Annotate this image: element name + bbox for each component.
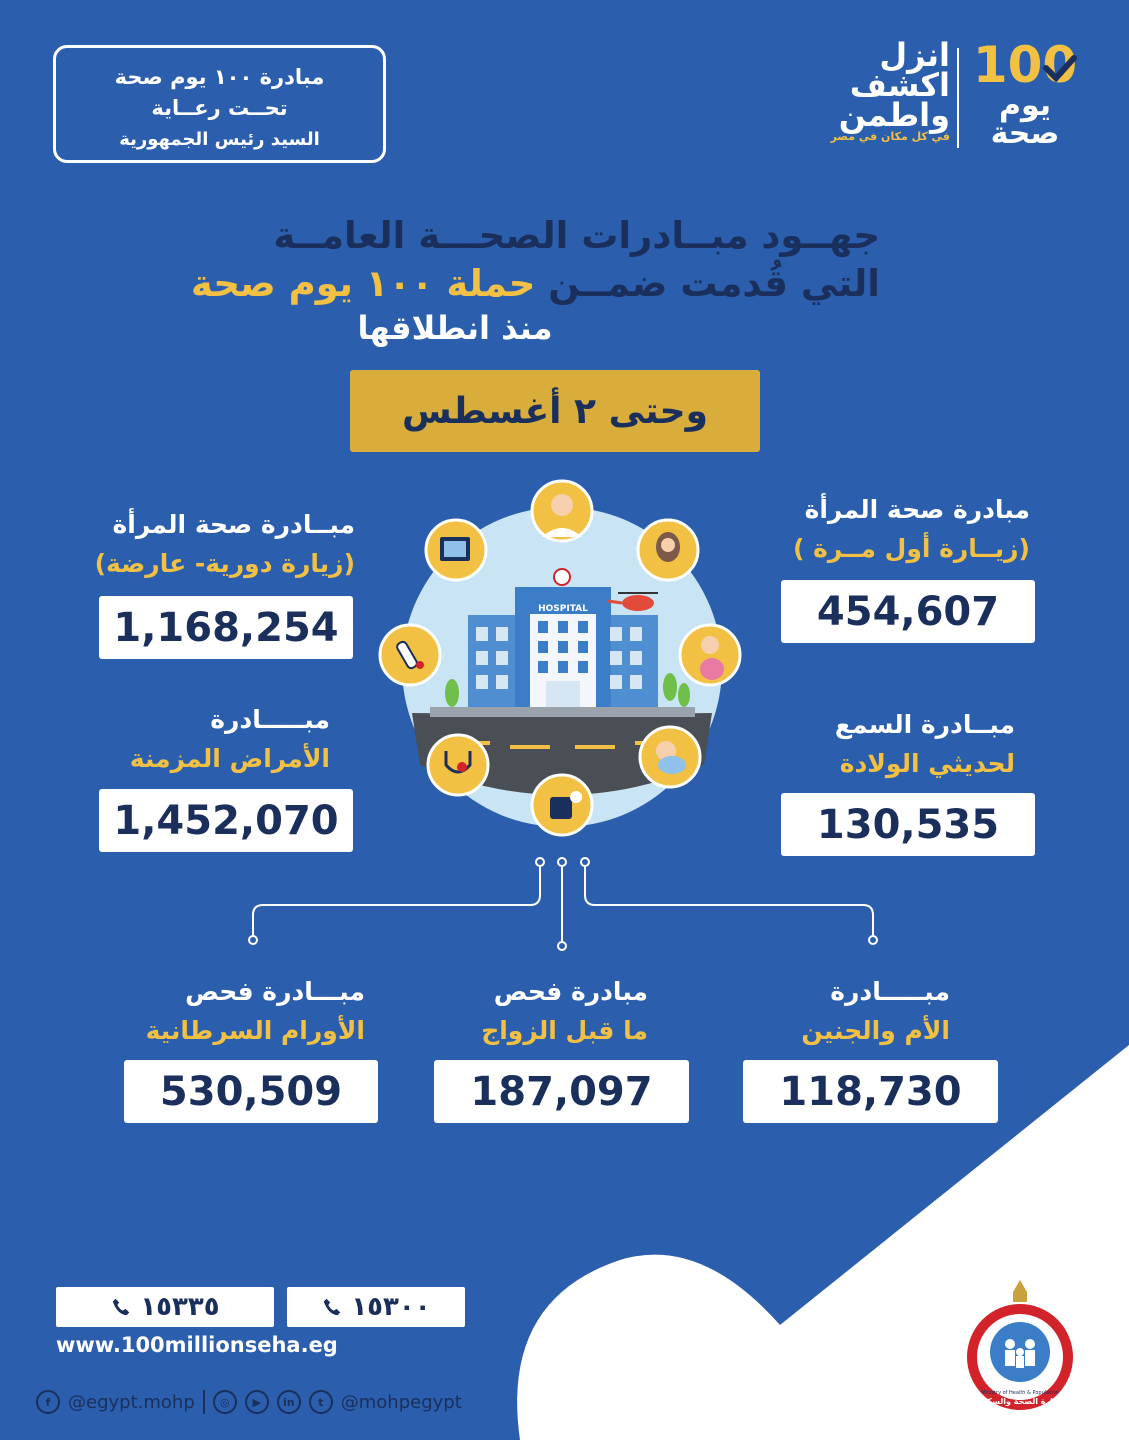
headline-line-2-highlight: حملة ١٠٠ يوم صحة (190, 262, 536, 305)
phone-icon (321, 1296, 343, 1318)
stat-premarital-title: مبادرة فحص (493, 977, 648, 1006)
stat-premarital-value: 187,097 (434, 1060, 689, 1123)
stat-women-periodic-subtitle: (زيارة دورية- عارضة) (94, 549, 355, 578)
mohp-handle[interactable]: @mohpegypt (340, 1391, 462, 1413)
hotline-1[interactable] (56, 1287, 274, 1327)
social-bar (36, 1387, 462, 1417)
stat-premarital-subtitle: ما قبل الزواج (481, 1016, 648, 1045)
hotline-1-number: ١٥٣٣٥ (140, 1292, 220, 1322)
stat-women-periodic-value: 1,168,254 (99, 596, 353, 659)
stat-women-first-subtitle: (زيــارة أول مــرة ) (792, 534, 1030, 563)
phone-icon (110, 1296, 132, 1318)
logo-number: 100 (972, 36, 1078, 94)
stat-premarital-label (420, 972, 648, 1050)
stat-cancer-label (100, 972, 365, 1050)
stat-cancer-subtitle: الأورام السرطانية (145, 1016, 365, 1045)
date-label: وحتى ٢ أغسطس (401, 390, 709, 432)
social-separator (203, 1390, 205, 1414)
sponsor-line-1: مبادرة ١٠٠ يوم صحة (114, 65, 325, 89)
sponsor-line-3: السيد رئيس الجمهورية (119, 129, 320, 150)
slogan-line-1: انزل (879, 36, 950, 74)
headline-line-1: جهــود مبــادرات الصحـــة العامــة (273, 214, 880, 257)
stat-chronic-title: مبـــــادرة (210, 705, 330, 734)
facebook-icon[interactable]: f (36, 1390, 60, 1414)
slogan-tagline: في كل مكان في مصر (830, 130, 950, 143)
facebook-handle[interactable]: @egypt.mohp (68, 1391, 195, 1413)
stat-mother-fetus-subtitle: الأم والجنين (801, 1016, 950, 1045)
headline-line-3: منذ انطلاقها (357, 309, 553, 347)
stat-women-first-value: 454,607 (781, 580, 1035, 643)
stat-women-first-title: مبادرة صحة المرأة (804, 495, 1030, 524)
logo-day-line-2: صحة (990, 116, 1060, 151)
sponsor-line-2: تحــت رعــاية (151, 96, 288, 120)
stat-newborn-hearing-title: مبــادرة السمع (834, 710, 1015, 739)
linkedin-icon[interactable]: in (277, 1390, 301, 1414)
stat-women-periodic-title: مبــادرة صحة المرأة (112, 510, 355, 539)
ministry-en-text: Ministry of Health & Population (981, 1390, 1059, 1396)
hospital-sign: HOSPITAL (538, 604, 588, 614)
slogan-line-2: اكشف (849, 66, 950, 104)
stat-cancer-value: 530,509 (124, 1060, 378, 1123)
stat-mother-fetus-title: مبـــــادرة (830, 977, 950, 1006)
twitter-icon[interactable]: t (309, 1390, 333, 1414)
stat-mother-fetus-value: 118,730 (743, 1060, 998, 1123)
logo-day-line-1: يوم (998, 88, 1052, 123)
hotline-2[interactable] (287, 1287, 465, 1327)
ministry-logo (965, 1272, 1075, 1412)
stat-mother-fetus-label (700, 972, 950, 1050)
stat-newborn-hearing-value: 130,535 (781, 793, 1035, 856)
instagram-icon[interactable]: ◎ (213, 1390, 237, 1414)
ministry-ar-text: وزارة الصحة والسكان (977, 1397, 1063, 1406)
stat-chronic-subtitle: الأمراض المزمنة (129, 744, 330, 773)
headline-line-2-prefix: التي قُدمت ضمــن (535, 262, 880, 305)
website-link[interactable]: www.100millionseha.eg (56, 1333, 338, 1357)
youtube-icon[interactable]: ▶ (245, 1390, 269, 1414)
slogan-line-3: واطمن (838, 96, 950, 134)
stat-cancer-title: مبـــادرة فحص (185, 977, 365, 1006)
hotline-2-number: ١٥٣٠٠ (351, 1292, 431, 1322)
stat-newborn-hearing-subtitle: لحديثي الولادة (839, 749, 1015, 778)
stat-chronic-value: 1,452,070 (99, 789, 353, 852)
